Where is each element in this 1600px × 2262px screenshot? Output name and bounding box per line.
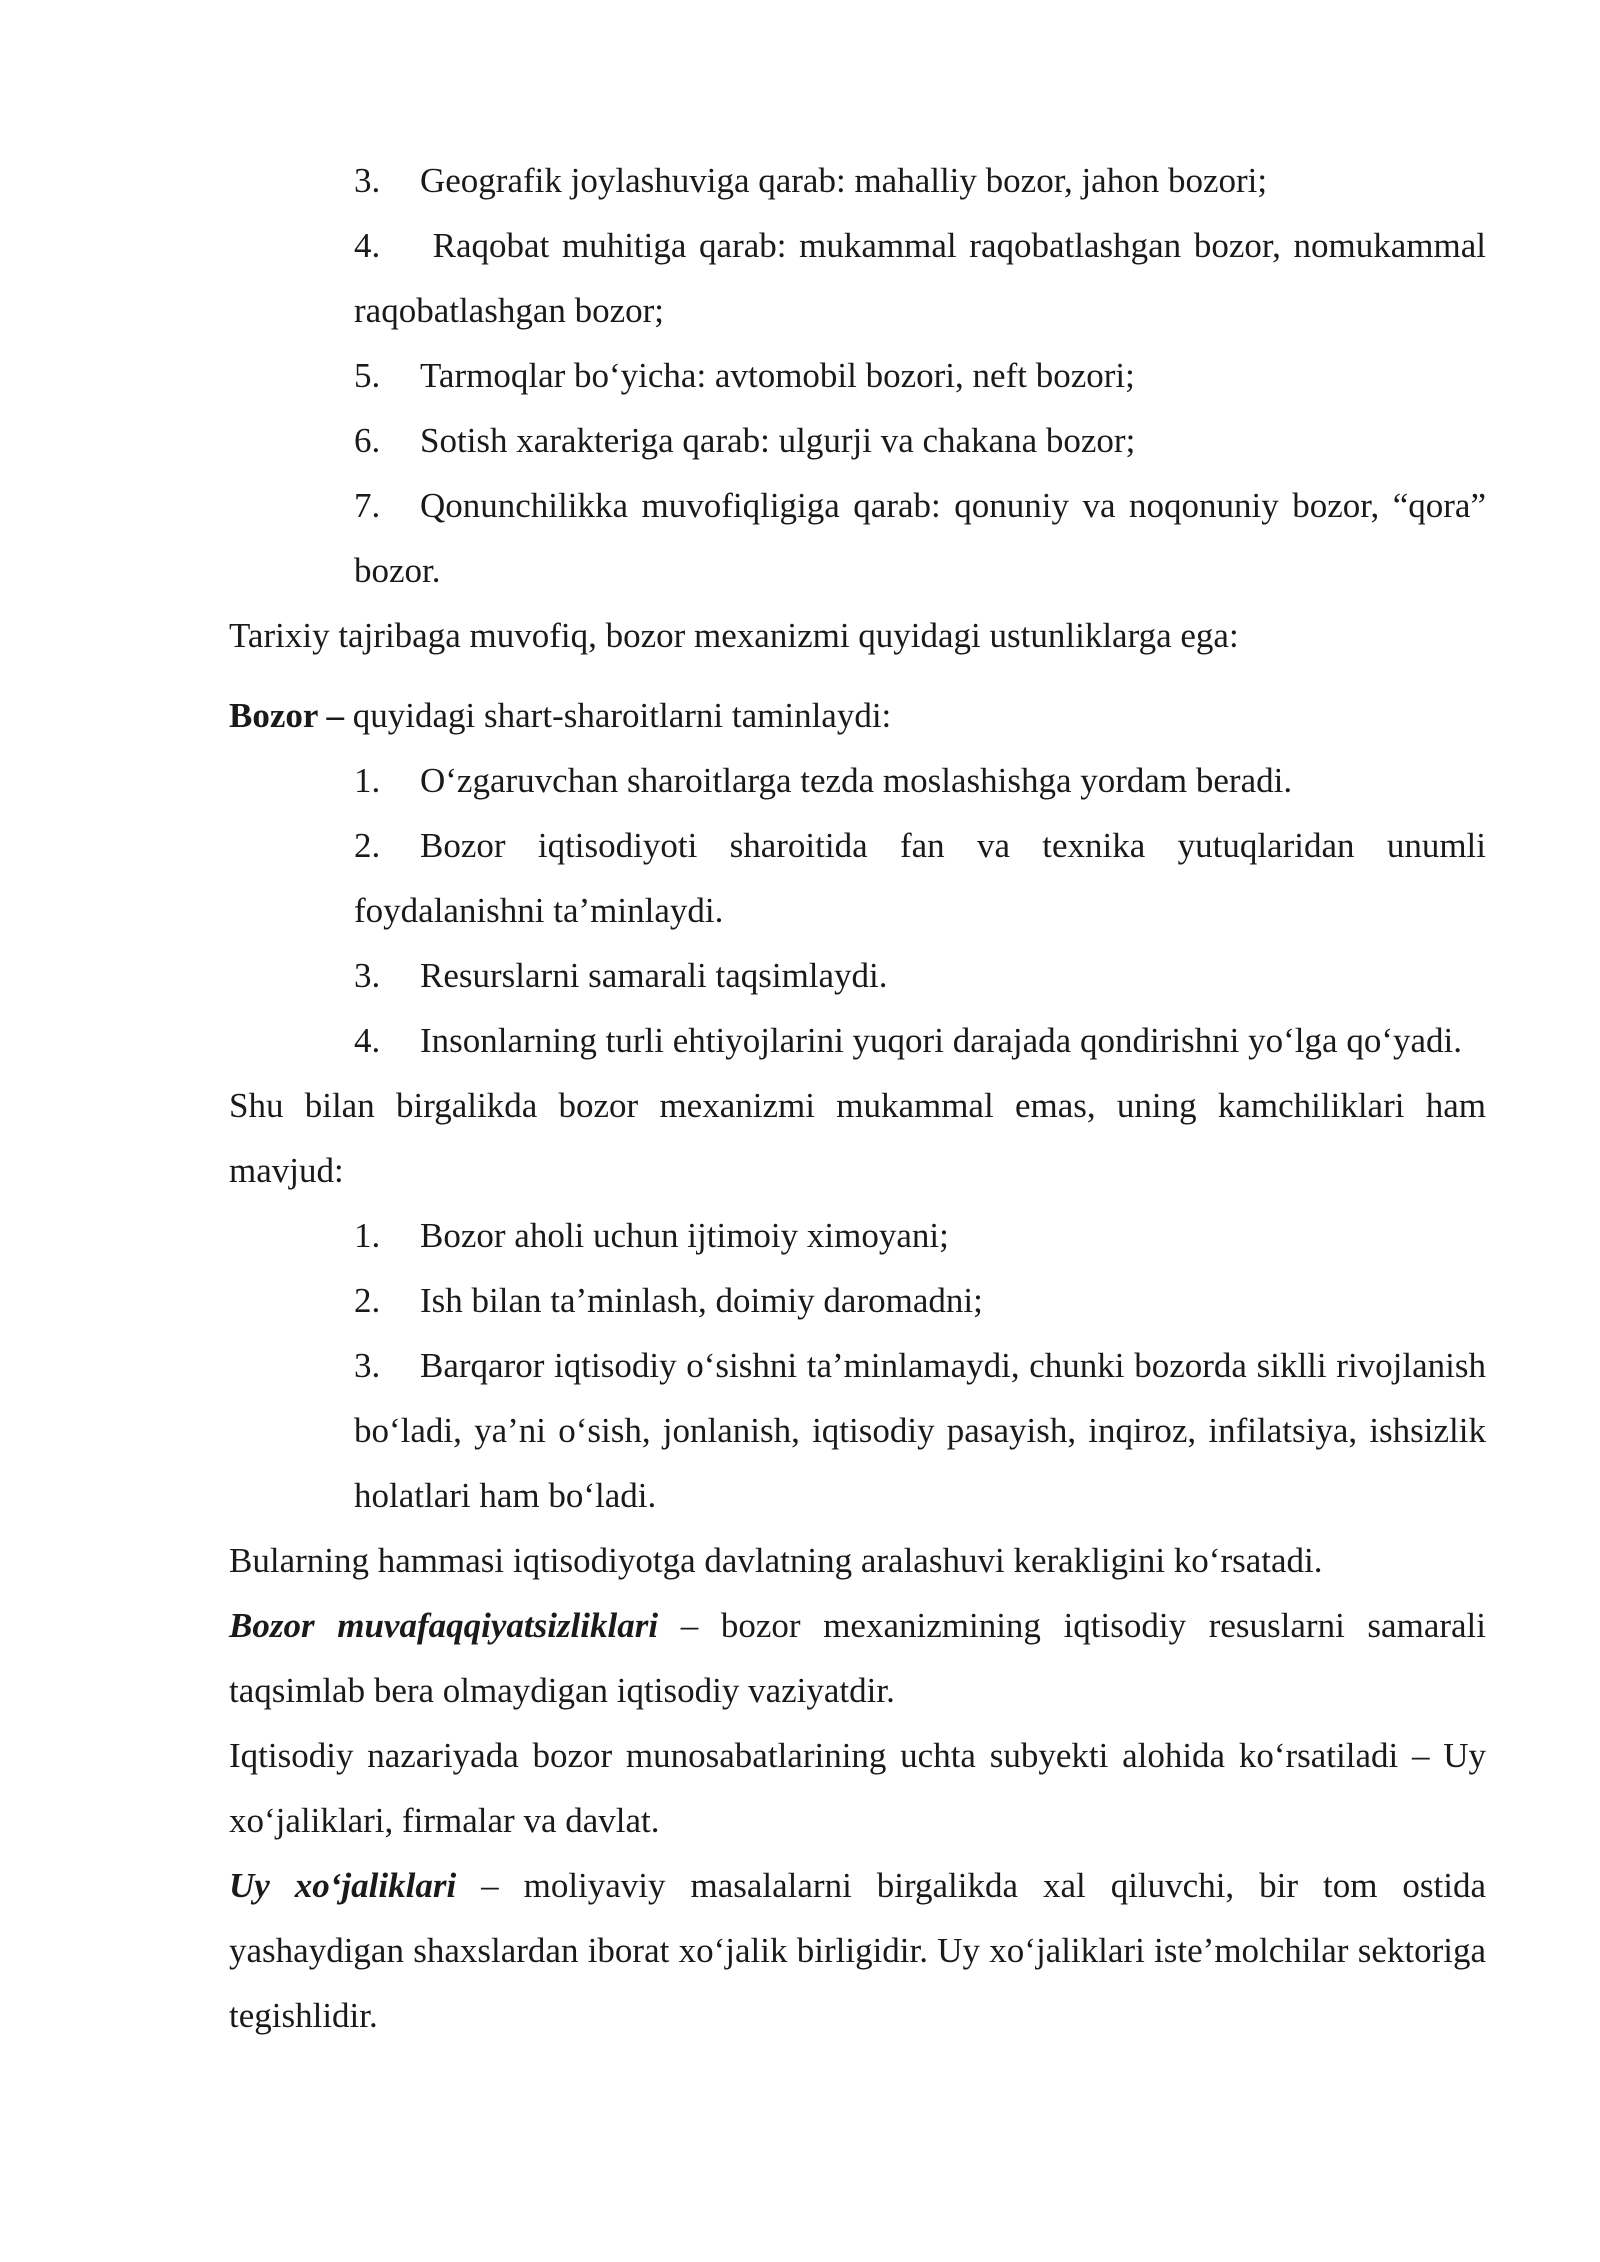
list-text: O‘zgaruvchan sharoitlarga tezda moslashishga yordam beradi.: [420, 761, 1293, 800]
list-number: 4.: [354, 226, 381, 265]
list-text: Barqaror iqtisodiy o‘sishni ta’minlamaydi, chunki bozorda siklli rivojlanish bo‘ladi, ya’ni o‘sish, jonlanish, iqtisodiy pasayish, inqiroz, infilatsiya, ishsizlik holatlari ham bo‘ladi.: [354, 1346, 1486, 1515]
term-bold: Bozor –: [229, 696, 345, 735]
list-number: 3.: [354, 161, 381, 200]
paragraph-text: quyidagi shart-sharoitlarni taminlaydi:: [344, 696, 892, 735]
list-number: 2.: [354, 1281, 381, 1320]
paragraph: Bularning hammasi iqtisodiyotga davlatning aralashuvi kerakligini ko‘rsatadi.: [229, 1541, 1323, 1580]
list-item: [354, 1203, 1486, 1268]
list-text: Qonunchilikka muvofiqligiga qarab: qonuniy va noqonuniy bozor, “qora” bozor.: [354, 486, 1486, 590]
list-text: Raqobat muhitiga qarab: mukammal raqobatlashgan bozor, nomukammal raqobatlashgan bozor;: [354, 226, 1486, 330]
list-text: Sotish xarakteriga qarab: ulgurji va chakana bozor;: [420, 421, 1136, 460]
list-item: [354, 148, 1486, 213]
paragraph: Iqtisodiy nazariyada bozor munosabatlarining uchta subyekti alohida ko‘rsatiladi – Uy xo‘jaliklari, firmalar va davlat.: [229, 1736, 1486, 1840]
list-text: Geografik joylashuviga qarab: mahalliy bozor, jahon bozori;: [420, 161, 1268, 200]
list-number: 7.: [354, 486, 381, 525]
list-number: 3.: [354, 1346, 381, 1385]
paragraph-text: – moliyaviy masalalarni birgalikda xal qiluvchi, bir tom ostida yashaydigan shaxslardan iborat xo‘jalik birligidir. Uy xo‘jaliklari iste’molchilar sektoriga tegishlidir.: [229, 1866, 1486, 2035]
list-number: 4.: [354, 1021, 381, 1060]
paragraph-text: – bozor mexanizmining iqtisodiy resuslarni samarali taqsimlab bera olmaydigan iqtisodiy vaziyatdir.: [229, 1606, 1486, 1710]
list-item: [354, 343, 1486, 408]
list-number: 5.: [354, 356, 381, 395]
paragraph-uy-xojaliklari: [229, 1853, 1486, 2048]
paragraph: Tarixiy tajribaga muvofiq, bozor mexanizmi quyidagi ustunliklarga ega:: [229, 616, 1239, 655]
paragraph-bozor: [229, 683, 1486, 748]
list-item: [354, 1268, 1486, 1333]
list-number: 6.: [354, 421, 381, 460]
list-item: [354, 473, 1486, 603]
list-item: [354, 1333, 1486, 1528]
document-body: [229, 148, 1486, 2048]
list-text: Insonlarning turli ehtiyojlarini yuqori darajada qondirishni yo‘lga qo‘yadi.: [420, 1021, 1462, 1060]
list-text: Tarmoqlar bo‘yicha: avtomobil bozori, neft bozori;: [420, 356, 1135, 395]
list-item: [354, 943, 1486, 1008]
list-item: [354, 1008, 1486, 1073]
paragraph: Shu bilan birgalikda bozor mexanizmi mukammal emas, uning kamchiliklari ham mavjud:: [229, 1086, 1486, 1190]
list-number: 3.: [354, 956, 381, 995]
list-number: 2.: [354, 826, 381, 865]
list-item: [354, 813, 1486, 943]
list-item: [354, 748, 1486, 813]
paragraph-muvafaqqiyatsizliklari: [229, 1593, 1486, 1723]
list-text: Bozor iqtisodiyoti sharoitida fan va texnika yutuqlaridan unumli foydalanishni ta’minlaydi.: [354, 826, 1486, 930]
list-number: 1.: [354, 1216, 381, 1255]
list-item: [354, 408, 1486, 473]
list-number: 1.: [354, 761, 381, 800]
list-text: Bozor aholi uchun ijtimoiy ximoyani;: [420, 1216, 949, 1255]
list-item: [354, 213, 1486, 343]
term-bold-italic: Uy xo‘jaliklari: [229, 1866, 457, 1905]
term-bold-italic: Bozor muvafaqqiyatsizliklari: [229, 1606, 659, 1645]
list-text: Resurslarni samarali taqsimlaydi.: [420, 956, 888, 995]
list-text: Ish bilan ta’minlash, doimiy daromadni;: [420, 1281, 983, 1320]
